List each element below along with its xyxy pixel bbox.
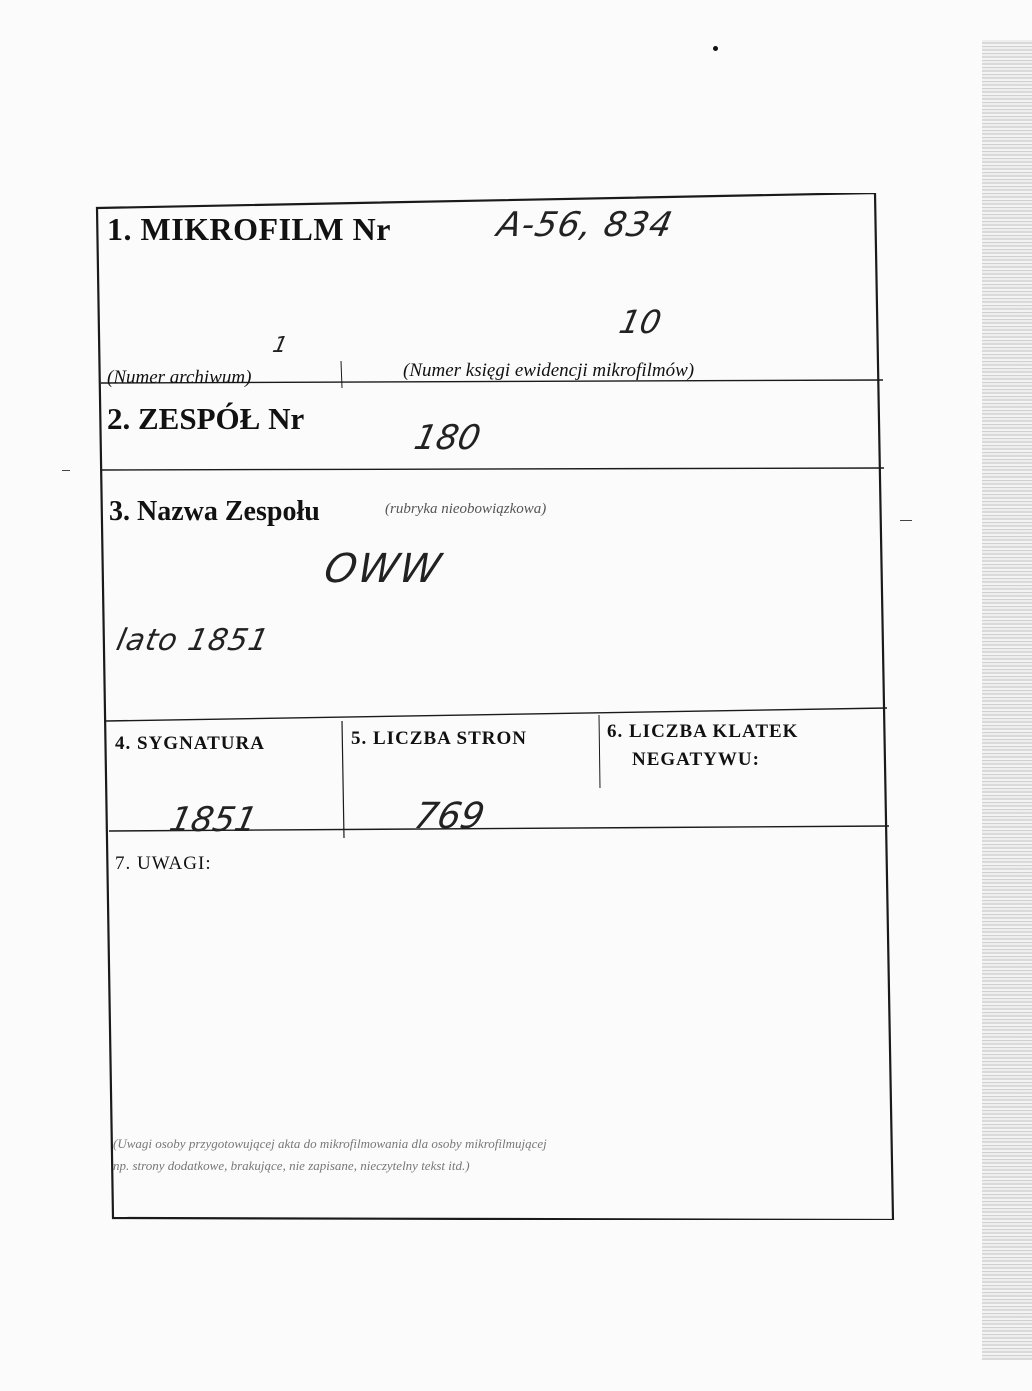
signature-value: 1851 xyxy=(165,800,261,840)
microfilm-number-value: A-56, 834 xyxy=(493,205,677,245)
fonds-name-optional-note: (rubryka nieobowiązkowa) xyxy=(385,501,547,517)
archive-number-caption: (Numer archiwum) xyxy=(107,367,252,388)
fonds-name-value-line2: lato 1851 xyxy=(113,623,273,658)
fonds-name-value: OWW xyxy=(320,546,447,592)
remarks-label: 7. UWAGI: xyxy=(115,853,212,874)
scan-mark xyxy=(62,470,70,471)
archive-number-value: 1 xyxy=(270,333,290,358)
fonds-number-value: 180 xyxy=(410,418,485,458)
scan-mark xyxy=(900,520,912,521)
microfilm-number-label: 1. MIKROFILM Nr xyxy=(107,211,391,247)
register-number-caption: (Numer księgi ewidencji mikrofilmów) xyxy=(403,360,695,381)
signature-label: 4. SYGNATURA xyxy=(115,733,265,754)
page-count-label: 5. LICZBA STRON xyxy=(351,728,528,749)
frame-count-label-line2: NEGATYWU: xyxy=(632,749,760,770)
fonds-number-label: 2. ZESPÓŁ Nr xyxy=(107,401,305,436)
remarks-footnote-line2: np. strony dodatkowe, brakujące, nie zapisane, nieczytelny tekst itd.) xyxy=(113,1158,470,1173)
register-number-value: 10 xyxy=(615,303,665,341)
page-count-value: 769 xyxy=(410,796,489,837)
scan-speck xyxy=(713,46,718,51)
remarks-footnote xyxy=(113,1133,873,1177)
fonds-name-label: 3. Nazwa Zespołu xyxy=(109,496,320,527)
form-grid-lines xyxy=(95,193,895,1220)
microfilm-form-card xyxy=(95,193,895,1220)
frame-count-label-line1: 6. LICZBA KLATEK xyxy=(607,721,799,742)
scan-edge-noise xyxy=(982,40,1032,1360)
remarks-footnote-line1: (Uwagi osoby przygotowującej akta do mikrofilmowania dla osoby mikrofilmującej xyxy=(113,1136,547,1151)
